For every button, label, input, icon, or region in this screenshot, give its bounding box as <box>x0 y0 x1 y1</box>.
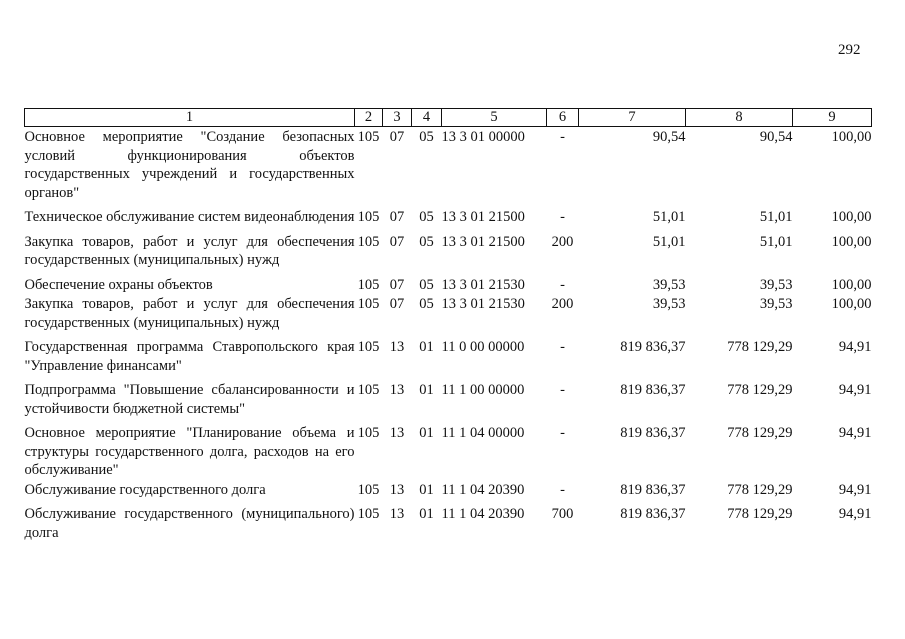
row-percent: 94,91 <box>838 506 872 522</box>
row-chapter-code: 07 <box>389 209 405 225</box>
row-planned-amount: 39,53 <box>652 276 686 293</box>
row-percent: 94,91 <box>838 481 872 498</box>
column-header: 6 <box>547 109 579 127</box>
row-section-code: 105 <box>357 233 380 250</box>
row-name: Обслуживание государственного (муниципального) долга <box>24 506 355 541</box>
table-row <box>25 270 872 295</box>
row-actual-amount: 51,01 <box>759 209 793 225</box>
table-body <box>25 127 872 543</box>
row-subchapter-code: 05 <box>419 296 434 312</box>
row-actual-amount: 51,01 <box>759 233 793 250</box>
row-subchapter-code: 01 <box>419 481 434 498</box>
row-expense-type: - <box>560 276 565 293</box>
row-name: Техническое обслуживание систем видеонаблюдения <box>24 209 355 225</box>
row-planned-amount: 819 836,37 <box>620 382 686 398</box>
row-subchapter-code: 01 <box>419 506 434 522</box>
column-header: 5 <box>442 109 547 127</box>
row-name: Закупка товаров, работ и услуг для обеспечения государственных (муниципальных) нужд <box>24 233 355 268</box>
row-chapter-code: 13 <box>389 506 405 522</box>
row-planned-amount: 819 836,37 <box>620 339 686 355</box>
row-subchapter-code: 01 <box>419 339 434 355</box>
row-percent: 100,00 <box>831 209 872 225</box>
row-planned-amount: 819 836,37 <box>620 481 686 498</box>
row-actual-amount: 39,53 <box>759 296 793 312</box>
row-expense-type: 200 <box>551 233 574 250</box>
row-percent: 94,91 <box>838 425 872 441</box>
row-name: Обеспечение охраны объектов <box>24 276 213 293</box>
row-target-code: 13 3 01 21500 <box>441 233 525 250</box>
column-header: 2 <box>355 109 383 127</box>
row-name: Государственная программа Ставропольского края "Управление финансами" <box>24 339 355 374</box>
row-section-code: 105 <box>357 481 380 498</box>
row-section-code: 105 <box>357 296 380 312</box>
row-target-code: 11 1 04 20390 <box>441 506 525 522</box>
row-subchapter-code: 05 <box>419 209 434 225</box>
row-name: Основное мероприятие "Планирование объема и структуры государственного долга, расходов на его обслуживание" <box>24 425 355 478</box>
row-name: Основное мероприятие "Создание безопасных условий функционирования объектов государственных учреждений и государственных органов" <box>24 129 355 201</box>
table-row <box>25 418 872 480</box>
table-row <box>25 499 872 542</box>
row-expense-type: - <box>560 382 565 398</box>
row-subchapter-code: 01 <box>419 382 434 398</box>
column-header: 3 <box>383 109 412 127</box>
row-percent: 100,00 <box>831 129 872 145</box>
column-header: 4 <box>412 109 442 127</box>
row-target-code: 11 1 04 00000 <box>441 425 525 441</box>
row-percent: 94,91 <box>838 382 872 398</box>
row-name: Обслуживание государственного долга <box>24 481 266 498</box>
row-actual-amount: 90,54 <box>759 129 793 145</box>
table-header <box>25 109 872 127</box>
row-actual-amount: 778 129,29 <box>727 506 793 522</box>
row-section-code: 105 <box>357 276 380 293</box>
row-subchapter-code: 05 <box>419 276 434 293</box>
table-row <box>25 480 872 500</box>
row-target-code: 11 1 04 20390 <box>441 481 525 498</box>
column-header: 8 <box>686 109 793 127</box>
column-header: 9 <box>793 109 872 127</box>
row-section-code: 105 <box>357 425 380 441</box>
row-percent: 100,00 <box>831 276 872 293</box>
table-row <box>25 202 872 227</box>
row-percent: 100,00 <box>831 233 872 250</box>
row-subchapter-code: 05 <box>419 233 434 250</box>
row-chapter-code: 13 <box>389 339 405 355</box>
row-actual-amount: 778 129,29 <box>727 382 793 398</box>
row-target-code: 13 3 01 00000 <box>441 129 525 145</box>
column-header: 7 <box>579 109 686 127</box>
row-name: Подпрограмма "Повышение сбалансированности и устойчивости бюджетной системы" <box>24 382 355 417</box>
row-expense-type: - <box>560 481 565 498</box>
row-target-code: 13 3 01 21500 <box>441 209 525 225</box>
row-chapter-code: 13 <box>389 382 405 398</box>
row-target-code: 11 0 00 00000 <box>441 339 525 355</box>
table-row <box>25 375 872 418</box>
row-chapter-code: 07 <box>389 296 405 312</box>
row-planned-amount: 39,53 <box>652 296 686 312</box>
row-section-code: 105 <box>357 339 380 355</box>
row-expense-type: - <box>560 339 565 355</box>
table-row <box>25 127 872 203</box>
row-section-code: 105 <box>357 506 380 522</box>
row-expense-type: - <box>560 209 565 225</box>
row-chapter-code: 13 <box>389 481 405 498</box>
row-section-code: 105 <box>357 209 380 225</box>
row-actual-amount: 778 129,29 <box>727 425 793 441</box>
row-target-code: 13 3 01 21530 <box>441 276 525 293</box>
row-section-code: 105 <box>357 129 380 145</box>
row-planned-amount: 90,54 <box>652 129 686 145</box>
row-subchapter-code: 05 <box>419 129 434 145</box>
row-chapter-code: 13 <box>389 425 405 441</box>
row-actual-amount: 778 129,29 <box>727 339 793 355</box>
row-percent: 94,91 <box>838 339 872 355</box>
row-planned-amount: 819 836,37 <box>620 506 686 522</box>
row-chapter-code: 07 <box>389 129 405 145</box>
row-chapter-code: 07 <box>389 276 405 293</box>
row-actual-amount: 778 129,29 <box>727 481 793 498</box>
row-target-code: 13 3 01 21530 <box>441 296 525 312</box>
row-target-code: 11 1 00 00000 <box>441 382 525 398</box>
page-number: 292 <box>838 42 861 58</box>
row-subchapter-code: 01 <box>419 425 434 441</box>
row-planned-amount: 51,01 <box>652 233 686 250</box>
column-header: 1 <box>25 109 355 127</box>
row-expense-type: 700 <box>551 506 574 522</box>
row-percent: 100,00 <box>831 296 872 312</box>
row-chapter-code: 07 <box>389 233 405 250</box>
table-row <box>25 294 872 332</box>
budget-table <box>24 108 872 542</box>
row-section-code: 105 <box>357 382 380 398</box>
row-expense-type: - <box>560 425 565 441</box>
row-actual-amount: 39,53 <box>759 276 793 293</box>
row-planned-amount: 819 836,37 <box>620 425 686 441</box>
row-planned-amount: 51,01 <box>652 209 686 225</box>
table-row <box>25 227 872 270</box>
table-row <box>25 332 872 375</box>
row-expense-type: - <box>560 129 565 145</box>
row-expense-type: 200 <box>551 296 574 312</box>
row-name: Закупка товаров, работ и услуг для обеспечения государственных (муниципальных) нужд <box>24 296 355 331</box>
